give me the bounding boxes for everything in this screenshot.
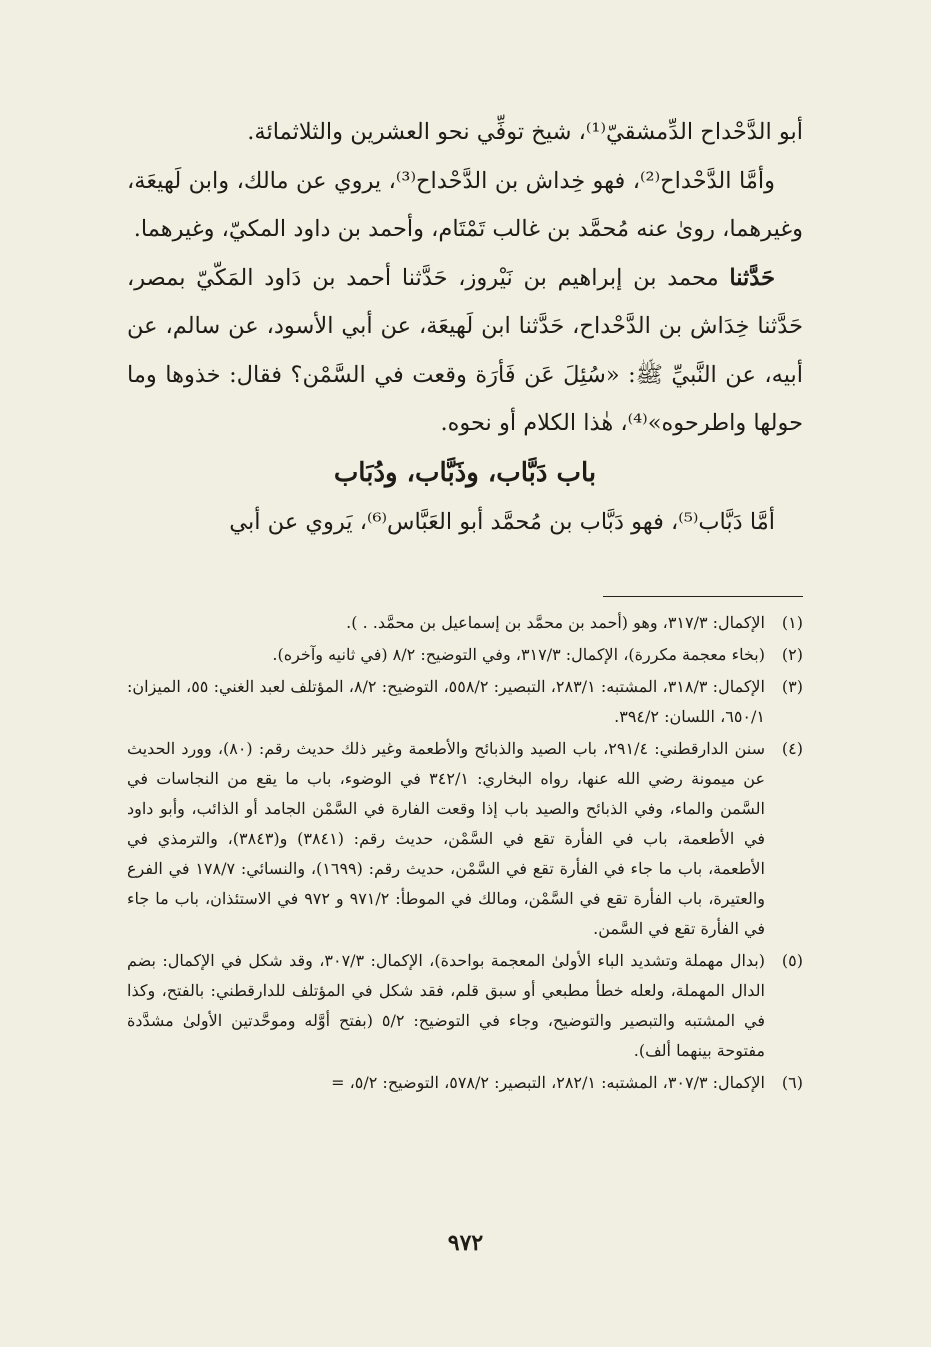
footnote-item xyxy=(127,608,803,638)
footnote-item xyxy=(127,672,803,732)
footnote-text: الإكمال: ٣١٨/٣، المشتبه: ٢٨٣/١، التبصير: ٥٥٨/٢، التوضيح: ٨/٢، المؤتلف لعبد الغني: ٥٥، الميزان: ٦٥٠/١، اللسان: ٣٩٤/٢. xyxy=(127,677,766,726)
footnote-item xyxy=(127,1068,803,1098)
footnote-number: (٣) xyxy=(781,677,803,696)
main-text xyxy=(127,108,803,546)
footnote-text: الإكمال: ٣٠٧/٣، المشتبه: ٢٨٢/١، التبصير: ٥٧٨/٢، التوضيح: ٥/٢، = xyxy=(331,1073,765,1092)
page-number: ٩٧٢ xyxy=(447,1230,484,1256)
footnote-number: (٢) xyxy=(781,645,803,664)
paragraph-2: وأمَّا الدَّحْداح⁽²⁾، فهو خِداش بن الدَّحْداح⁽³⁾، يروي عن مالك، وابن لَهيعَة، وغيرهما، روىٰ عنه مُحمَّد بن غالب تَمْتَام، وأحمد بن داود المكيّ، وغيرهما. xyxy=(127,167,803,242)
footnote-item xyxy=(127,640,803,670)
chapter-heading: باب دَبَّاب، وذَبَّاب، ودُبَاب xyxy=(333,457,597,488)
paragraph-3 xyxy=(127,254,803,448)
footnote-item xyxy=(127,734,803,944)
footnotes xyxy=(127,608,803,1100)
footnote-item xyxy=(127,946,803,1066)
footnote-number: (٤) xyxy=(781,739,803,758)
paragraph-1: أبو الدَّحْداح الدِّمشقيّ⁽¹⁾، شيخ توفِّي نحو العشرين والثلاثمائة. xyxy=(247,119,803,145)
hadith-opener: حَدَّثنا xyxy=(729,264,775,291)
footnote-number: (٥) xyxy=(781,951,803,970)
hadith-text: محمد بن إبراهيم بن نَيْروز، حَدَّثنا أحمد بن دَاود المَكّيّ بمصر، حَدَّثنا خِدَاش بن الدَّحْداح، حَدَّثنا ابن لَهيعَة، عن أبي الأسود، عن سالم، عن أبيه، عن النَّبيِّ ﷺ: «سُئِلَ عَن فَأرَة وقعت في السَّمْن؟ فقال: خذوها وما حولها واطرحوه»⁽⁴⁾، هٰذا الكلام أو نحوه. xyxy=(127,264,803,436)
footnote-number: (٦) xyxy=(781,1073,803,1092)
footnote-separator xyxy=(603,596,803,597)
footnote-text: سنن الدارقطني: ٢٩١/٤، باب الصيد والذبائح والأطعمة وغير ذلك حديث رقم: (٨٠)، وورد الحديث عن ميمونة رضي الله عنها، رواه البخاري: ٣٤٢/١ في الوضوء، باب ما يقع من النجاسات في السَّمن والماء، وفي الذبائح والصيد باب إذا وقعت الفارة في السَّمْن الجامد أو الذائب، وأبو داود في الأطعمة، باب في الفأرة تقع في السَّمْن، حديث رقم: (٣٨٤١) و(٣٨٤٣)، والترمذي في الأطعمة، باب ما جاء في الفأرة تقع في السَّمْن، حديث رقم: (١٦٩٩)، والنسائي: ١٧٨/٧ في الفرع والعتيرة، باب الفأرة تقع في السَّمْن، ومالك في الموطأ: ٩٧١/٢ و ٩٧٢ في الاستئذان، باب ما جاء في الفأرة تقع في السَّمن. xyxy=(127,739,766,938)
footnote-text: الإكمال: ٣١٧/٣، وهو (أحمد بن محمَّد بن إسماعيل بن محمَّد. . ). xyxy=(346,613,765,632)
footnote-text: (بخاء معجمة مكررة)، الإكمال: ٣١٧/٣، وفي التوضيح: ٨/٢ (في ثانيه وآخره). xyxy=(272,645,765,664)
paragraph-4: أمَّا دَبَّاب⁽⁵⁾، فهو دَبَّاب بن مُحمَّد أبو العَبَّاس⁽⁶⁾، يَروي عن أبي xyxy=(229,508,775,535)
footnote-number: (١) xyxy=(781,613,803,632)
footnote-text: (بدال مهملة وتشديد الباء الأولىٰ المعجمة بواحدة)، الإكمال: ٣٠٧/٣، وقد شكل في الإكمال: بضم الدال المهملة، ولعله خطأ مطبعي أو سبق قلم، فقد شكل في المؤتلف للدارقطني: بالفتح، وكذا في المشتبه والتبصير والتوضيح، وجاء في التوضيح: ٥/٢ (بفتح أوَّله وموحَّدتين الأولىٰ مشدَّدة مفتوحة بينهما ألف). xyxy=(127,951,766,1060)
